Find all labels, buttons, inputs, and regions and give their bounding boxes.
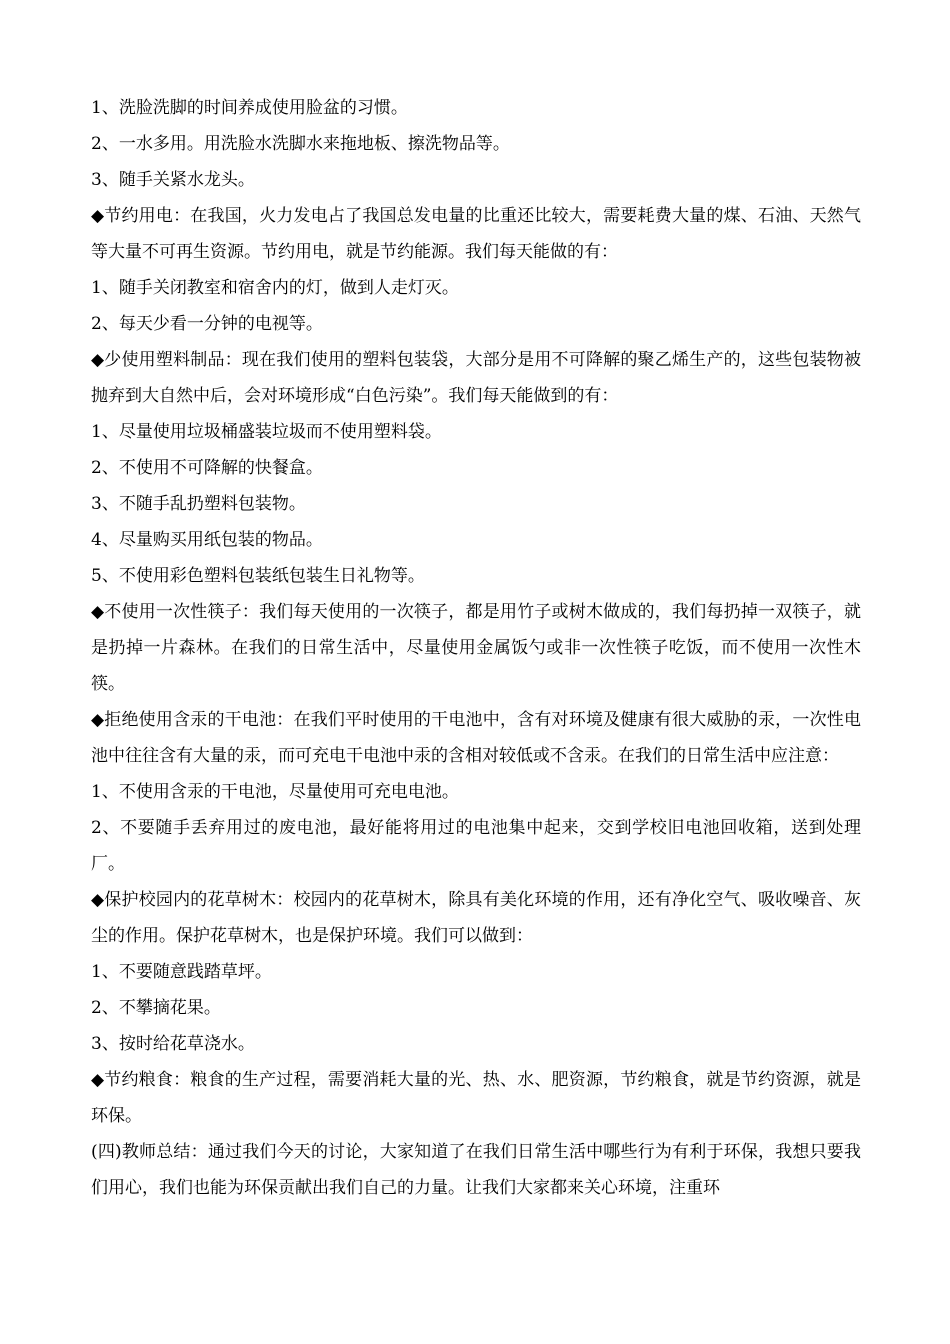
list-item-no-littering: 3、不随手乱扔塑料包装物。 (91, 494, 306, 514)
list-item-battery-recycling: 2、不要随手丢弃用过的废电池，最好能将用过的电池集中起来，交到学校旧电池回收箱，送到处理厂。 (91, 818, 861, 874)
list-item-no-foam-box: 2、不使用不可降解的快餐盒。 (91, 458, 323, 478)
list-item-less-tv: 2、每天少看一分钟的电视等。 (91, 314, 323, 334)
list-item-water-plants: 3、按时给花草浇水。 (91, 1034, 255, 1054)
list-item-paper-packaging: 4、尽量购买用纸包装的物品。 (91, 530, 323, 550)
list-item-no-trampling: 1、不要随意践踏草坪。 (91, 962, 272, 982)
list-item-use-trash-bin: 1、尽量使用垃圾桶盛装垃圾而不使用塑料袋。 (91, 422, 442, 442)
list-item-wash-basin: 1、洗脸洗脚的时间养成使用脸盆的习惯。 (91, 98, 408, 118)
section-less-plastic: ◆少使用塑料制品：现在我们使用的塑料包装袋，大部分是用不可降解的聚乙烯生产的，这些包装物被抛弃到大自然中后，会对环境形成“白色污染”。我们每天能做到的有： (91, 350, 861, 406)
section-no-disposable-chopsticks: ◆不使用一次性筷子：我们每天使用的一次筷子，都是用竹子或树木做成的，我们每扔掉一双筷子，就是扔掉一片森林。在我们的日常生活中，尽量使用金属饭勺或非一次性筷子吃饭，而不使用一次性木筷。 (91, 602, 861, 694)
list-item-reuse-water: 2、一水多用。用洗脸水洗脚水来拖地板、擦洗物品等。 (91, 134, 510, 154)
section-save-electricity: ◆节约用电：在我国，火力发电占了我国总发电量的比重还比较大，需要耗费大量的煤、石油、天然气等大量不可再生资源。节约用电，就是节约能源。我们每天能做的有： (91, 206, 861, 262)
list-item-close-tap: 3、随手关紧水龙头。 (91, 170, 255, 190)
section-protect-plants: ◆保护校园内的花草树木：校园内的花草树木，除具有美化环境的作用，还有净化空气、吸收噪音、灰尘的作用。保护花草树木，也是保护环境。我们可以做到： (91, 890, 861, 946)
section-no-mercury-batteries: ◆拒绝使用含汞的干电池：在我们平时使用的干电池中，含有对环境及健康有很大威胁的汞，一次性电池中往往含有大量的汞，而可充电干电池中汞的含相对较低或不含汞。在我们的日常生活中应注意： (91, 710, 861, 766)
list-item-no-picking: 2、不攀摘花果。 (91, 998, 221, 1018)
document-page (91, 90, 861, 1206)
list-item-turn-off-lights: 1、随手关闭教室和宿舍内的灯，做到人走灯灭。 (91, 278, 459, 298)
section-save-food: ◆节约粮食：粮食的生产过程，需要消耗大量的光、热、水、肥资源，节约粮食，就是节约资源，就是环保。 (91, 1070, 861, 1126)
teacher-summary: (四)教师总结：通过我们今天的讨论，大家知道了在我们日常生活中哪些行为有利于环保，我想只要我们用心，我们也能为环保贡献出我们自己的力量。让我们大家都来关心环境，注重环 (91, 1142, 861, 1198)
list-item-rechargeable-battery: 1、不使用含汞的干电池，尽量使用可充电电池。 (91, 782, 459, 802)
list-item-no-colored-wrap: 5、不使用彩色塑料包装纸包装生日礼物等。 (91, 566, 425, 586)
